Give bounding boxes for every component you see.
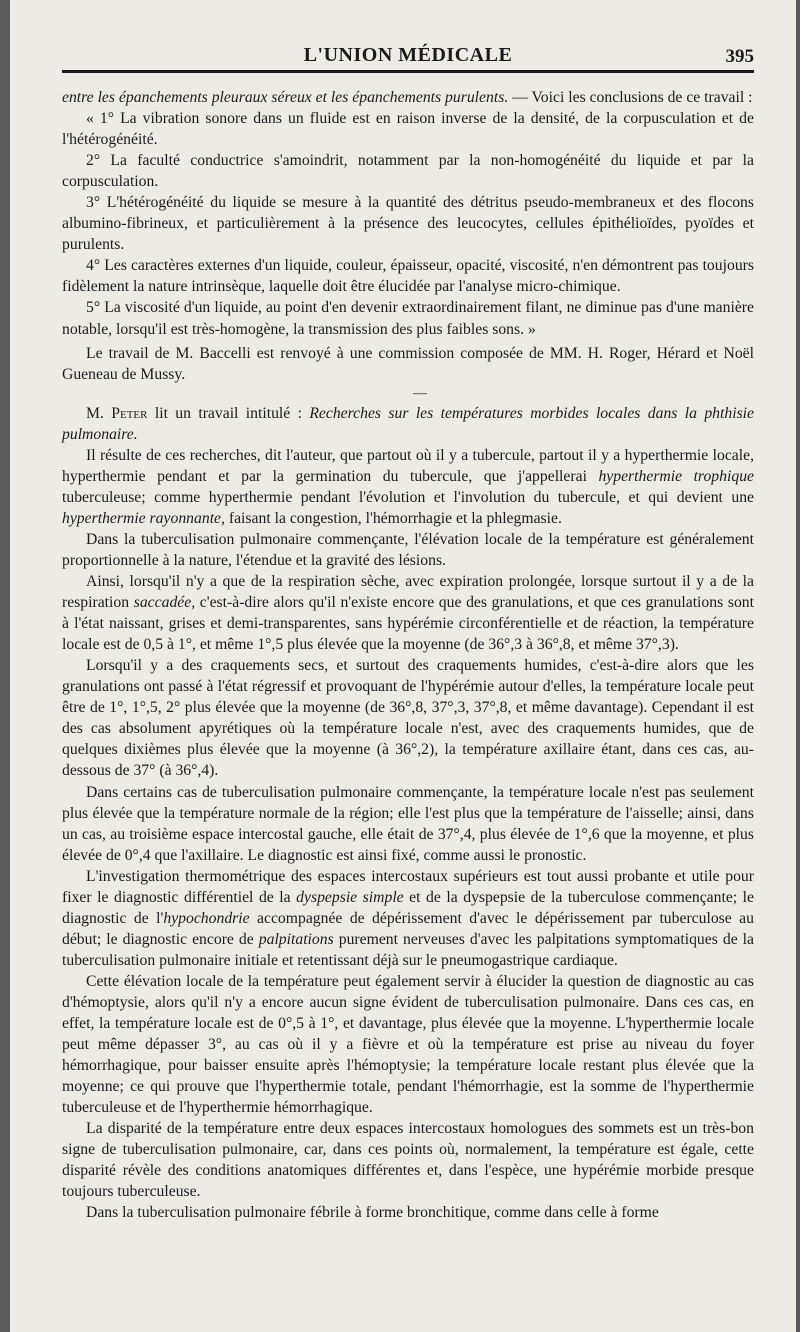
paragraph: La disparité de la température entre deux espaces intercostaux homologues des sommets est un très-bon signe de tuberculisation pulmonaire, car, dans ces points où, normalement, la température est égale, cette disparité révèle des conditions anatomiques différentes et, dans l'espèce, une hypérémie morbide presque toujours tuberculeuse.: [62, 1120, 754, 1201]
running-header: [62, 40, 754, 73]
paragraph: « 1° La vibration sonore dans un fluide est en raison inverse de la densité, de la corpusculation et de l'hétérogénéité.: [62, 110, 754, 149]
paragraph: Dans la tuberculisation pulmonaire commençante, l'élévation locale de la température est généralement proportionnelle à la nature, l'étendue et la gravité des lésions.: [62, 530, 754, 569]
paragraph: Dans certains cas de tuberculisation pulmonaire commençante, la température locale n'est pas seulement plus élevée que la température normale de la région; elle l'est plus que la température de l'aisselle; ainsi, dans un cas, au troisième espace intercostal gauche, elle était de 37°,4, plus élevée de 1°,6 que la moyenne, et plus élevée de 0°,4 que l'axillaire. Le diagnostic est ainsi fixé, comme aussi le pronostic.: [62, 783, 754, 864]
author-name: Peter: [111, 404, 148, 422]
paragraph: entre les épanchements pleuraux séreux et les épanchements purulents. — Voici les conclusions de ce travail :: [62, 89, 753, 106]
section-separator: —: [413, 385, 427, 401]
paragraph: 5° La viscosité d'un liquide, au point d'en devenir extraordinairement filant, ne diminue pas d'une manière notable, lorsqu'il est très-homogène, la transmission des plus faibles sons. »: [62, 299, 754, 338]
page-number: 395: [725, 46, 754, 67]
paragraph: Il résulte de ces recherches, dit l'auteur, que partout où il y a tubercule, partout il y a hyperthermie locale, hyperthermie pendant et par la germination du tubercule, que j'appellerai hyperthermie trophique tuberculeuse; comme hyperthermie pendant l'évolution et l'involution du tubercule, et qui devient une hyperthermie rayonnante, faisant la congestion, l'hémorrhagie et la phlegmasie.: [62, 446, 754, 527]
paragraph: Lorsqu'il y a des craquements secs, et surtout des craquements humides, c'est-à-dire alors que les granulations ont passé à l'état régressif et provoquant de l'hypérémie autour d'elles, la température locale peut être de 1°, 1°,5, 2° plus élevée que la moyenne (de 36°,8, 37°,3, 37°,8, et même davantage). Cependant il est des cas absolument apyrétiques où la température locale n'est, avec des craquements humides, que de quelques dixièmes plus élevée que la moyenne (à 36°,2), la température axillaire étant, dans ces cas, au-dessous de 37° (à 36°,4).: [62, 657, 754, 780]
paragraph: 2° La faculté conductrice s'amoindrit, notamment par la non-homogénéité du liquide et par la corpusculation.: [62, 152, 754, 191]
article-body: [62, 87, 754, 1223]
paragraph: Le travail de M. Baccelli est renvoyé à une commission composée de MM. H. Roger, Hérard et Noël Gueneau de Mussy.: [62, 344, 754, 383]
document-page: [10, 0, 796, 1332]
paper-title: Recherches sur les températures morbides locales dans la phthisie pulmonaire.: [62, 404, 754, 443]
paragraph: Ainsi, lorsqu'il n'y a que de la respiration sèche, avec expiration prolongée, lorsque surtout il y a de la respiration saccadée, c'est-à-dire alors qu'il n'existe encore que des granulations, et que ces granulations sont à l'état naissant, grises et demi-transparentes, sans hypérémie circonférentielle et de réaction, la température locale est de 0,5 à 1°, et même 1°,5 plus élevée que la moyenne (de 36°,3 à 36°,8, et même 37°,3).: [62, 573, 754, 654]
paragraph: 3° L'hétérogénéité du liquide se mesure à la quantité des détritus pseudo-membraneux et des flocons albumino-fibrineux, et particulièrement à la présence des leucocytes, cellules épithélioïdes, pyoïdes et purulents.: [62, 194, 754, 254]
paragraph: Cette élévation locale de la température peut également servir à élucider la question de diagnostic au cas d'hémoptysie, alors qu'il n'y a encore aucun signe évident de tuberculisation pulmonaire. Dans ces cas, en effet, la température locale est de 0°,5 à 1°, et davantage, plus élevée que la moyenne. L'hyperthermie locale peut même dépasser 3°, au cas où il y a fièvre et où la température est prise au niveau du foyer hémorrhagique, pour baisser ensuite après l'hémoptysie; la température locale restant plus élevée que la moyenne; ce qui prouve que l'hyperthermie totale, pendant l'hémorrhagie, est la somme de l'hyperthermie tuberculeuse et de l'hyperthermie hémorrhagique.: [62, 972, 754, 1117]
paragraph: Dans la tuberculisation pulmonaire fébrile à forme bronchitique, comme dans celle à forme: [86, 1204, 659, 1222]
journal-title: L'UNION MÉDICALE: [303, 44, 513, 66]
paragraph: L'investigation thermométrique des espaces intercostaux supérieurs est tout aussi probante et utile pour fixer le diagnostic différentiel de la dyspepsie simple et de la dyspepsie de la tuberculose commençante; le diagnostic de l'hypochondrie accompagnée de dépérissement d'avec le dépérissement par tuberculose au début; le diagnostic encore de palpitations purement nerveuses d'avec les palpitations symptomatiques de la tuberculisation pulmonaire initiale et retentissant déjà sur le pneumogastrique cardiaque.: [62, 867, 754, 969]
paragraph: M. Peter lit un travail intitulé : Recherches sur les températures morbides locales dans la phthisie pulmonaire.: [62, 404, 754, 443]
paragraph: 4° Les caractères externes d'un liquide, couleur, épaisseur, opacité, viscosité, n'en démontrent pas toujours fidèlement la nature intrinsèque, laquelle doit être élucidée par l'analyse micro-chimique.: [62, 257, 754, 296]
